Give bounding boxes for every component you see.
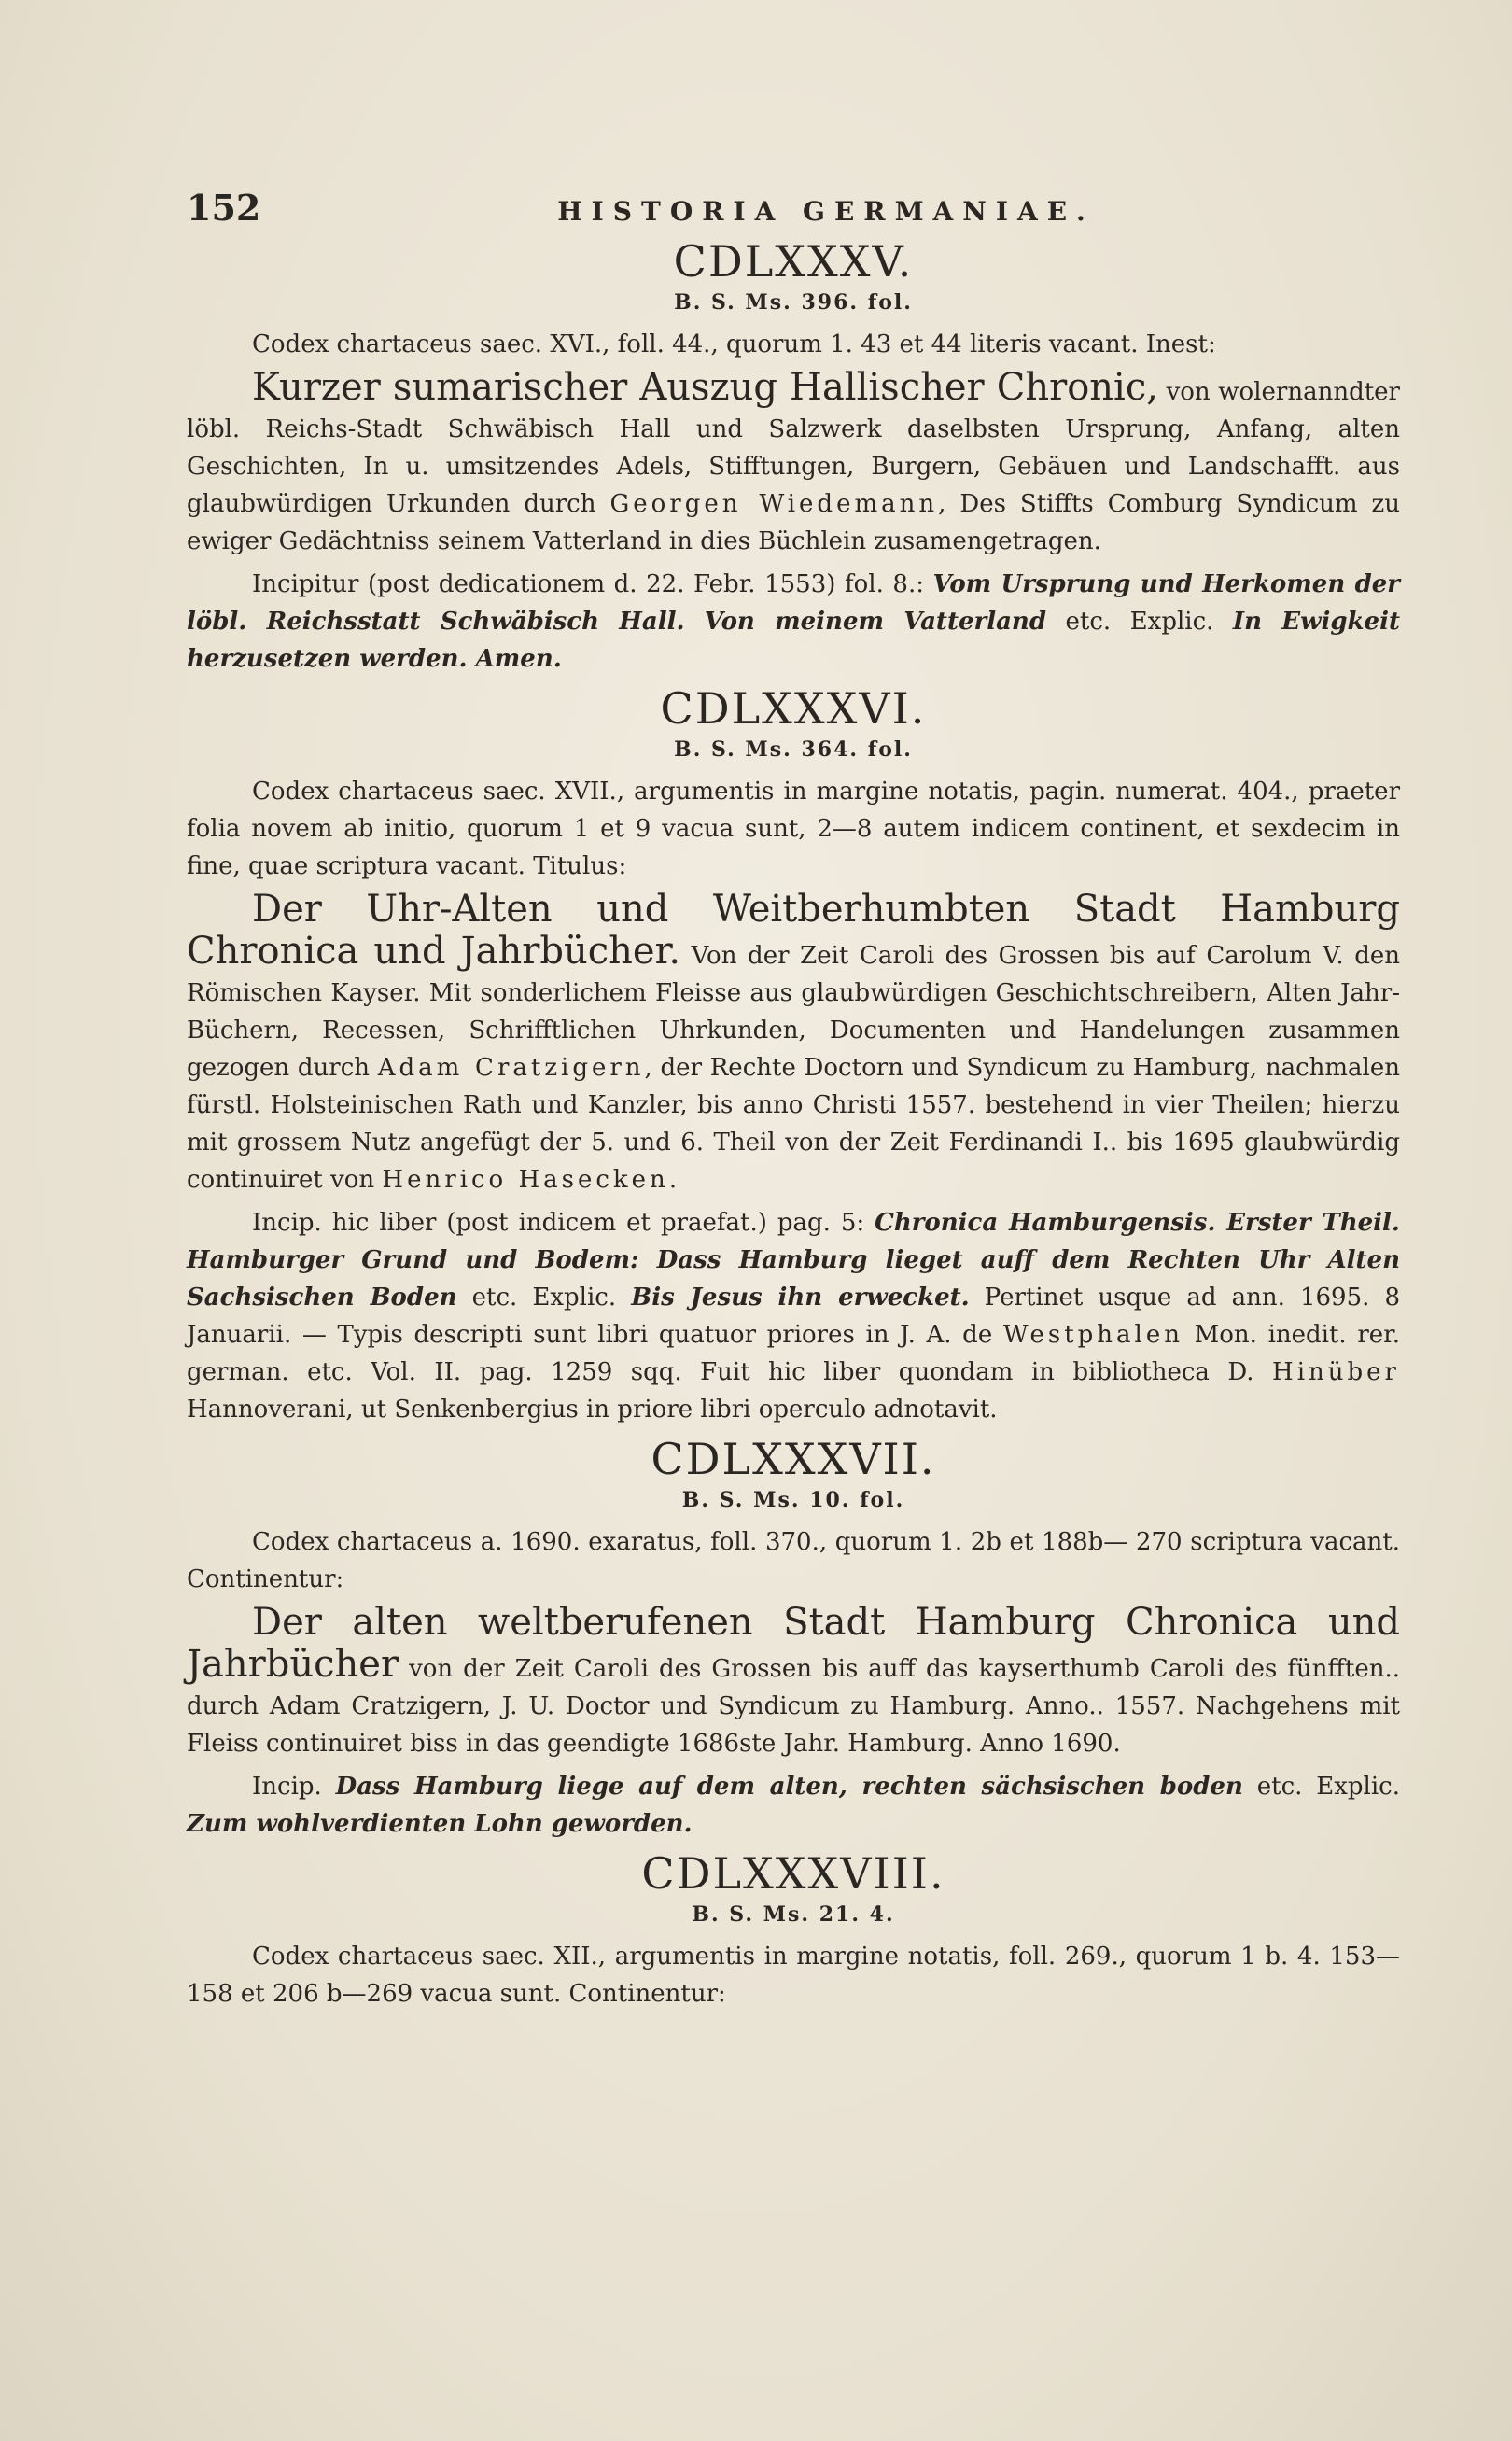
codex-description: Codex chartaceus saec. XVII., argumentis in margine notatis, pagin. numerat. 404., praeter folia novem ab initio, quorum 1 et 9 vacua sunt, 2—8 autem indicem continent, et sexdecim in fine, quae scriptura vacant. Titulus: <box>187 778 1400 880</box>
incipit-author: Westphalen <box>1002 1321 1183 1349</box>
title-mid: , der Rechte Doctorn und Syndicum zu Hamburg, nachmalen fürstl. Holsteinischen Rath und Kanzler, bis anno Christi 1557. bestehend in vier Theilen; hierzu mit grossem Nutz angefügt der 5. und 6. Theil von der Zeit Ferdinandi I.. bis 1695 glaubwürdig continuiret von <box>187 1054 1400 1194</box>
title-main: Der Uhr-Alten und Weitberhumbten Stadt Hamburg Chronica und Jahrbücher. <box>187 888 1400 973</box>
title-rest: von wolernanndter löbl. Reichs-Stadt Schwäbisch Hall und Salzwerk daselbsten Ursprung, Anfang, alten Geschichten, In u. umsitzendes Adels, Stifftungen, Burgern, Gebäuen und Landschafft. aus glaubwürdigen Urkunden durch <box>187 378 1400 518</box>
page-number: 152 <box>187 187 261 229</box>
title-end: , Des Stiffts Comburg Syndicum zu ewiger Gedächtniss seinem Vatterland in dies Büchlein zusamengetragen. <box>187 490 1400 555</box>
incipit <box>187 1768 1400 1843</box>
incipit-quote: Dass Hamburg liege auf dem alten, rechten sächsischen boden <box>335 1773 1243 1801</box>
entry-heading: CDLXXXVI. <box>660 683 927 734</box>
catalog-entry <box>187 236 1400 678</box>
catalog-entry <box>187 1848 1400 2013</box>
title-end: . <box>668 1166 678 1194</box>
incipit-text: Incip. <box>252 1773 336 1801</box>
title-author: Adam Cratzigern <box>377 1054 645 1082</box>
incipit-quote: Chronica Hamburgensis. Erster Theil. Hamburger Grund und Bodem: Dass Hamburg lieget auff dem Rechten Uhr Alten Sachsischen Boden <box>187 1209 1400 1312</box>
entry-heading: CDLXXXV. <box>673 236 914 287</box>
catalog-entry <box>187 1434 1400 1843</box>
title-main: Der alten weltberufenen Stadt Hamburg Chronica und Jahrbücher <box>187 1601 1400 1686</box>
incipit-text: etc. Explic. <box>1242 1773 1400 1801</box>
title-author: Georgen Wiedemann <box>609 490 939 518</box>
incipit <box>187 566 1400 678</box>
codex-title <box>187 1601 1400 1762</box>
codex-description: Codex chartaceus saec. XII., argumentis in margine notatis, foll. 269., quorum 1 b. 4. 153—158 et 206 b—269 vacua sunt. Continentur: <box>187 1943 1400 2008</box>
running-head <box>187 187 1400 229</box>
incipit-text: Hannoverani, ut Senkenbergius in priore libri operculo adnotavit. <box>187 1396 998 1424</box>
page-content <box>187 187 1400 2018</box>
incipit-text: etc. Explic. <box>456 1284 632 1312</box>
shelfmark: B. S. Ms. 10. fol. <box>681 1488 905 1512</box>
incipit-text: Incip. hic liber (post indicem et praefat.) pag. 5: <box>252 1209 875 1237</box>
shelfmark: B. S. Ms. 364. fol. <box>674 737 913 762</box>
incipit-quote: Vom Ursprung und Herkomen der löbl. Reichsstatt Schwäbisch Hall. Von meinem Vatterland <box>187 570 1400 636</box>
incipit-text: etc. Explic. <box>1046 608 1233 636</box>
title-author-2: Henrico Hasecken <box>382 1166 669 1194</box>
incipit-text: Mon. inedit. rer. german. etc. Vol. II. pag. 1259 sqq. Fuit hic liber quondam in bibliotheca D. <box>187 1321 1400 1386</box>
incipit-text: Pertinet usque ad ann. 1695. 8 Januarii. — Typis descripti sunt libri quatuor priores in J. A. de <box>187 1284 1401 1349</box>
explicit-quote: In Ewigkeit herzusetzen werden. Amen. <box>187 608 1400 673</box>
entry-heading: CDLXXXVII. <box>651 1434 936 1484</box>
title-rest: von der Zeit Caroli des Grossen bis auff das kayserthumb Caroli des fünfften.. durch Adam Cratzigern, J. U. Doctor und Syndicum zu Hamburg. Anno.. 1557. Nachgehens mit Fleiss continuiret biss in das geendigte 1686ste Jahr. Hamburg. Anno 1690. <box>187 1655 1400 1758</box>
entry-heading: CDLXXXVIII. <box>641 1848 945 1899</box>
codex-title <box>187 888 1400 1199</box>
incipit-text: Incipitur (post dedicationem d. 22. Febr. 1553) fol. 8.: <box>252 570 933 598</box>
catalog-entry <box>187 683 1400 1428</box>
explicit-quote: Bis Jesus ihn erwecket. <box>631 1284 970 1312</box>
shelfmark: B. S. Ms. 21. 4. <box>692 1902 895 1927</box>
title-rest: Von der Zeit Caroli des Grossen bis auf Carolum V. den Römischen Kayser. Mit sonderlichem Fleisse aus glaubwürdigen Geschichtschreibern, Alten Jahr-Büchern, Recessen, Schrifftlichen Uhrkunden, Documenten und Handelungen zusammen gezogen durch <box>187 942 1400 1082</box>
codex-description: Codex chartaceus saec. XVI., foll. 44., quorum 1. 43 et 44 literis vacant. Inest: <box>252 330 1216 358</box>
codex-description: Codex chartaceus a. 1690. exaratus, foll. 370., quorum 1. 2b et 188b— 270 scriptura vacant. Continentur: <box>187 1528 1400 1593</box>
codex-title <box>187 366 1400 560</box>
running-title: HISTORIA GERMANIAE. <box>557 196 1095 227</box>
title-main: Kurzer sumarischer Auszug Hallischer Chronic, <box>252 366 1158 409</box>
incipit-author-2: Hinüber <box>1272 1358 1400 1386</box>
shelfmark: B. S. Ms. 396. fol. <box>674 290 913 315</box>
explicit-quote: Zum wohlverdienten Lohn geworden. <box>187 1810 693 1838</box>
incipit <box>187 1204 1400 1428</box>
